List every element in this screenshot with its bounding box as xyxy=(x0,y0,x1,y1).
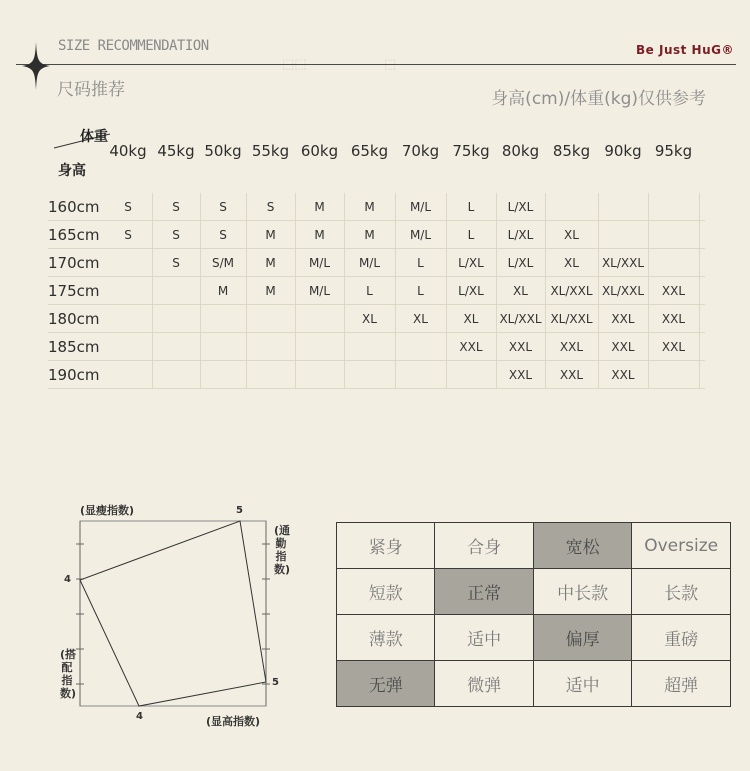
size-cell: L xyxy=(366,284,373,298)
size-cell xyxy=(648,221,699,249)
size-cell: M xyxy=(217,284,229,298)
size-cell: L/XL xyxy=(507,228,534,242)
column-divider xyxy=(598,193,599,388)
attribute-cell: 适中 xyxy=(533,661,631,707)
size-cell xyxy=(648,193,699,221)
attribute-cell-selected: 正常 xyxy=(435,569,533,615)
attribute-row xyxy=(337,523,731,569)
size-cell: L/XL xyxy=(507,200,534,214)
size-cell: M xyxy=(314,200,325,214)
size-cell: M xyxy=(364,200,375,214)
size-cell xyxy=(295,361,344,389)
attribute-cell-selected: 无弹 xyxy=(337,661,435,707)
attribute-cell-selected: 宽松 xyxy=(533,523,631,569)
size-cell xyxy=(295,333,344,361)
column-divider xyxy=(200,193,201,388)
size-cell: M/L xyxy=(308,284,331,298)
column-divider xyxy=(446,193,447,388)
radar-label-left: (搭配指数) xyxy=(60,648,77,700)
size-cell xyxy=(598,221,648,249)
size-cell: L/XL xyxy=(458,256,484,270)
size-cell: XL xyxy=(413,312,428,326)
size-cell: XL/XXL xyxy=(499,312,542,326)
page-subtitle: 尺码推荐 xyxy=(57,80,125,100)
size-cell xyxy=(104,361,152,389)
size-cell xyxy=(598,193,648,221)
size-cell: XXL xyxy=(611,312,635,326)
size-row xyxy=(48,361,705,389)
corner-height-label: 身高 xyxy=(58,163,86,179)
column-divider xyxy=(545,193,546,388)
size-cell: M/L xyxy=(358,256,381,270)
weight-header: 80kg xyxy=(501,142,540,160)
size-row xyxy=(48,221,705,249)
size-cell: S/M xyxy=(211,256,234,270)
attribute-row xyxy=(337,615,731,661)
size-cell: XL xyxy=(463,312,479,326)
size-cell: M/L xyxy=(409,200,432,214)
attribute-cell: 中长款 xyxy=(533,569,631,615)
weight-header: 65kg xyxy=(350,142,389,160)
height-label: 165cm xyxy=(48,226,100,244)
size-cell: M/L xyxy=(409,228,432,242)
size-cell: XXL xyxy=(661,340,686,354)
size-row xyxy=(48,249,705,277)
size-cell: XL/XXL xyxy=(601,256,645,270)
size-cell xyxy=(395,361,446,389)
attribute-cell: Oversize xyxy=(632,523,731,569)
sparkle-icon xyxy=(22,42,50,90)
size-cell: L xyxy=(467,228,475,242)
decorative-glyph: ⬚⬚ xyxy=(282,57,307,72)
radar-value-top: 5 xyxy=(236,505,243,516)
size-cell xyxy=(200,361,246,389)
size-cell xyxy=(152,305,200,333)
size-cell: S xyxy=(172,200,180,214)
size-cell: S xyxy=(124,228,132,242)
radar-value-right: 5 xyxy=(272,677,279,688)
height-label: 185cm xyxy=(48,338,100,356)
size-cell xyxy=(104,249,152,277)
height-label: 160cm xyxy=(48,198,100,216)
size-cell: S xyxy=(172,228,180,242)
weight-header: 45kg xyxy=(157,142,195,160)
fit-radar-chart xyxy=(52,496,291,736)
size-cell: M xyxy=(265,284,276,298)
size-cell xyxy=(152,277,200,305)
size-cell xyxy=(648,249,699,277)
size-cell xyxy=(246,305,295,333)
attribute-cell: 超弹 xyxy=(632,661,731,707)
weight-header: 40kg xyxy=(109,142,147,160)
size-cell: L/XL xyxy=(458,284,484,298)
size-cell: S xyxy=(266,200,275,214)
size-cell: S xyxy=(219,228,227,242)
size-cell xyxy=(395,333,446,361)
size-cell: L/XL xyxy=(507,256,534,270)
weight-header: 75kg xyxy=(452,142,490,160)
brand-logo: Be Just HuG® xyxy=(636,43,734,57)
size-cell: M xyxy=(265,228,276,242)
size-cell: XXL xyxy=(559,368,584,382)
size-cell: S xyxy=(124,200,132,214)
weight-header: 85kg xyxy=(552,142,591,160)
height-label: 175cm xyxy=(48,282,100,300)
header-divider xyxy=(16,64,736,65)
size-cell: XXL xyxy=(508,368,533,382)
size-cell: XXL xyxy=(661,284,686,298)
size-cell xyxy=(152,361,200,389)
attribute-row xyxy=(337,661,731,707)
size-cell: XXL xyxy=(661,312,686,326)
size-cell: L xyxy=(467,200,475,214)
column-divider xyxy=(344,193,345,388)
size-cell: M/L xyxy=(308,256,331,270)
page-title: SIZE RECOMMENDATION xyxy=(58,38,209,54)
column-divider xyxy=(395,193,396,388)
height-label: 180cm xyxy=(48,310,100,328)
size-cell: XL/XXL xyxy=(550,312,593,326)
size-cell xyxy=(295,305,344,333)
decorative-glyph: ⬚ xyxy=(384,57,397,72)
weight-header: 95kg xyxy=(654,142,693,160)
size-cell xyxy=(344,361,395,389)
size-cell xyxy=(104,277,152,305)
size-cell xyxy=(152,333,200,361)
attribute-cell: 短款 xyxy=(337,569,435,615)
column-divider xyxy=(699,193,700,388)
weight-header: 60kg xyxy=(300,142,339,160)
column-divider xyxy=(295,193,296,388)
size-cell: XL/XXL xyxy=(601,284,645,298)
size-cell: XL/XXL xyxy=(550,284,593,298)
size-cell: XXL xyxy=(459,340,483,354)
attribute-cell: 合身 xyxy=(435,523,533,569)
size-cell: XXL xyxy=(559,340,584,354)
size-row xyxy=(48,333,705,361)
size-cell: XXL xyxy=(508,340,533,354)
size-cell: L xyxy=(417,256,424,270)
size-cell: M xyxy=(364,228,375,242)
size-cell: XL xyxy=(564,228,579,242)
attribute-row xyxy=(337,569,731,615)
size-cell: XXL xyxy=(611,340,635,354)
size-cell: XL xyxy=(513,284,528,298)
attribute-cell: 长款 xyxy=(632,569,731,615)
attribute-cell: 紧身 xyxy=(337,523,435,569)
height-label: 170cm xyxy=(48,254,100,272)
weight-header: 70kg xyxy=(401,142,440,160)
weight-header: 55kg xyxy=(251,142,290,160)
size-cell xyxy=(545,193,598,221)
attribute-cell: 微弹 xyxy=(435,661,533,707)
size-cell xyxy=(104,305,152,333)
radar-value-bottom: 4 xyxy=(136,711,143,722)
size-cell xyxy=(344,333,395,361)
attribute-cell: 薄款 xyxy=(337,615,435,661)
size-cell: XXL xyxy=(611,368,635,382)
column-divider xyxy=(496,193,497,388)
attribute-grid xyxy=(336,522,731,707)
column-divider xyxy=(152,193,153,388)
size-cell: M xyxy=(265,256,276,270)
size-cell xyxy=(446,361,496,389)
size-cell xyxy=(246,361,295,389)
size-cell xyxy=(200,333,246,361)
radar-label-right: (通勤指数) xyxy=(274,524,291,576)
attribute-cell-selected: 偏厚 xyxy=(533,615,631,661)
size-cell: S xyxy=(219,200,227,214)
radar-label-bottom: (显高指数) xyxy=(206,715,261,728)
attribute-cell: 适中 xyxy=(435,615,533,661)
size-cell xyxy=(648,361,699,389)
row-divider xyxy=(48,388,705,389)
size-cell xyxy=(200,305,246,333)
size-row xyxy=(48,305,705,333)
size-row xyxy=(48,277,705,305)
radar-frame xyxy=(52,496,282,736)
weight-header: 50kg xyxy=(204,142,242,160)
size-cell: L xyxy=(417,284,424,298)
radar-value-left: 4 xyxy=(64,574,71,585)
size-cell: M xyxy=(314,228,325,242)
reference-note: 身高(cm)/体重(kg)仅供参考 xyxy=(491,89,706,109)
column-divider xyxy=(246,193,247,388)
column-divider xyxy=(648,193,649,388)
weight-header: 90kg xyxy=(604,142,642,160)
size-row xyxy=(48,193,705,221)
attribute-cell: 重磅 xyxy=(632,615,731,661)
corner-weight-label: 体重 xyxy=(80,129,108,145)
radar-label-top: (显瘦指数) xyxy=(80,504,135,517)
size-cell: XL xyxy=(564,256,579,270)
size-cell: XL xyxy=(362,312,377,326)
height-label: 190cm xyxy=(48,366,100,384)
size-cell xyxy=(246,333,295,361)
size-cell xyxy=(104,333,152,361)
table-corner xyxy=(52,124,108,180)
size-cell: S xyxy=(172,256,180,270)
